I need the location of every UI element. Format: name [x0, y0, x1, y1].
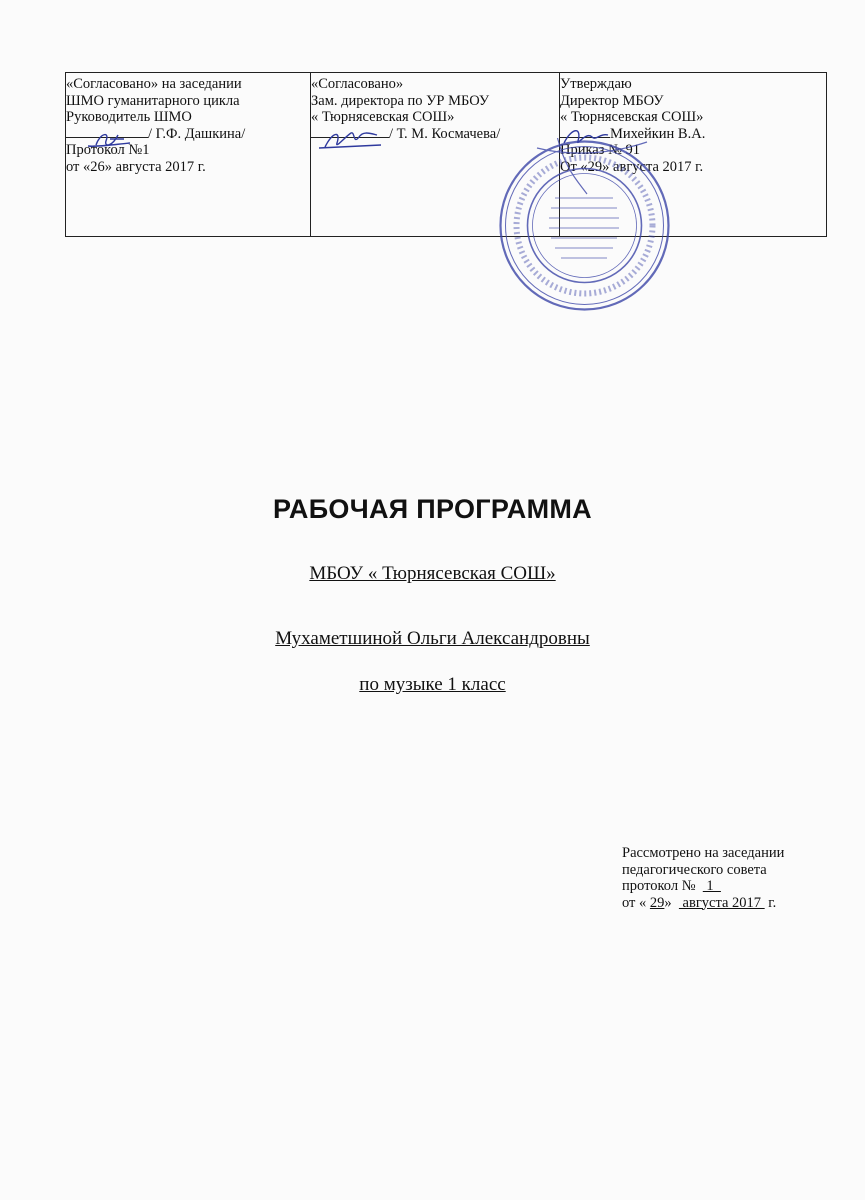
- approval-director-date: От «29» августа 2017 г.: [560, 158, 704, 175]
- approval-director-order: Приказ № 91: [560, 142, 641, 158]
- school-name: МБОУ « Тюрнясевская СОШ»: [309, 563, 556, 584]
- approval-cell-shmo: [66, 73, 311, 237]
- teacher-name: Мухаметшиной Ольги Александровны: [275, 628, 590, 649]
- document-title: РАБОЧАЯ ПРОГРАММА: [272, 494, 592, 524]
- school-name-line: [0, 563, 865, 585]
- handwritten-signature-icon: [66, 127, 148, 151]
- official-stamp-icon: [497, 138, 672, 313]
- approval-deputy-line-2: Зам. директора по УР МБОУ: [311, 92, 490, 109]
- review-date-month-year: августа 2017: [678, 894, 765, 911]
- approval-shmo-line-3: Руководитель ШМО: [66, 109, 192, 125]
- approval-director-line-1: Утверждаю: [560, 76, 632, 92]
- signature-name-director: Михейкин В.А.: [610, 125, 706, 142]
- signature-name-deputy: / Т. М. Космачева/: [389, 125, 501, 142]
- approval-shmo-protocol: Протокол №1: [66, 142, 150, 158]
- teacher-name-line: [0, 628, 865, 650]
- review-note: [622, 845, 784, 911]
- approval-shmo-signature-line: [66, 126, 306, 143]
- review-date-mid: »: [664, 894, 679, 911]
- review-line-2: педагогического совета: [622, 861, 767, 878]
- approval-shmo-line-2: ШМО гуманитарного цикла: [66, 92, 240, 109]
- subject-text: по музыке 1 класс: [359, 674, 506, 695]
- signature-blank-shmo: [66, 137, 148, 138]
- review-protocol-line: [622, 878, 784, 895]
- subject-line: [0, 674, 865, 696]
- approval-director-line-2: Директор МБОУ: [560, 92, 664, 109]
- review-date-line: [622, 895, 784, 912]
- review-protocol-number: 1: [702, 878, 721, 894]
- review-protocol-label: протокол №: [622, 878, 703, 894]
- approval-shmo-line-1: «Согласовано» на заседании: [66, 76, 242, 92]
- approval-deputy-line-3: « Тюрнясевская СОШ»: [311, 109, 455, 125]
- review-date-prefix: от «: [622, 894, 650, 911]
- approval-shmo-date: от «26» августа 2017 г.: [66, 158, 206, 175]
- approval-director-line-3: « Тюрнясевская СОШ»: [560, 109, 704, 125]
- approval-deputy-line-1: «Согласовано»: [311, 76, 404, 92]
- approval-table: [65, 72, 827, 237]
- signature-blank-deputy: [311, 137, 389, 138]
- review-line-1: Рассмотрено на заседании: [622, 845, 785, 861]
- review-date-suffix: г.: [764, 894, 777, 911]
- handwritten-signature-icon: [311, 127, 389, 151]
- signature-name-shmo: / Г.Ф. Дашкина/: [148, 125, 246, 142]
- review-date-day: 29: [649, 894, 665, 911]
